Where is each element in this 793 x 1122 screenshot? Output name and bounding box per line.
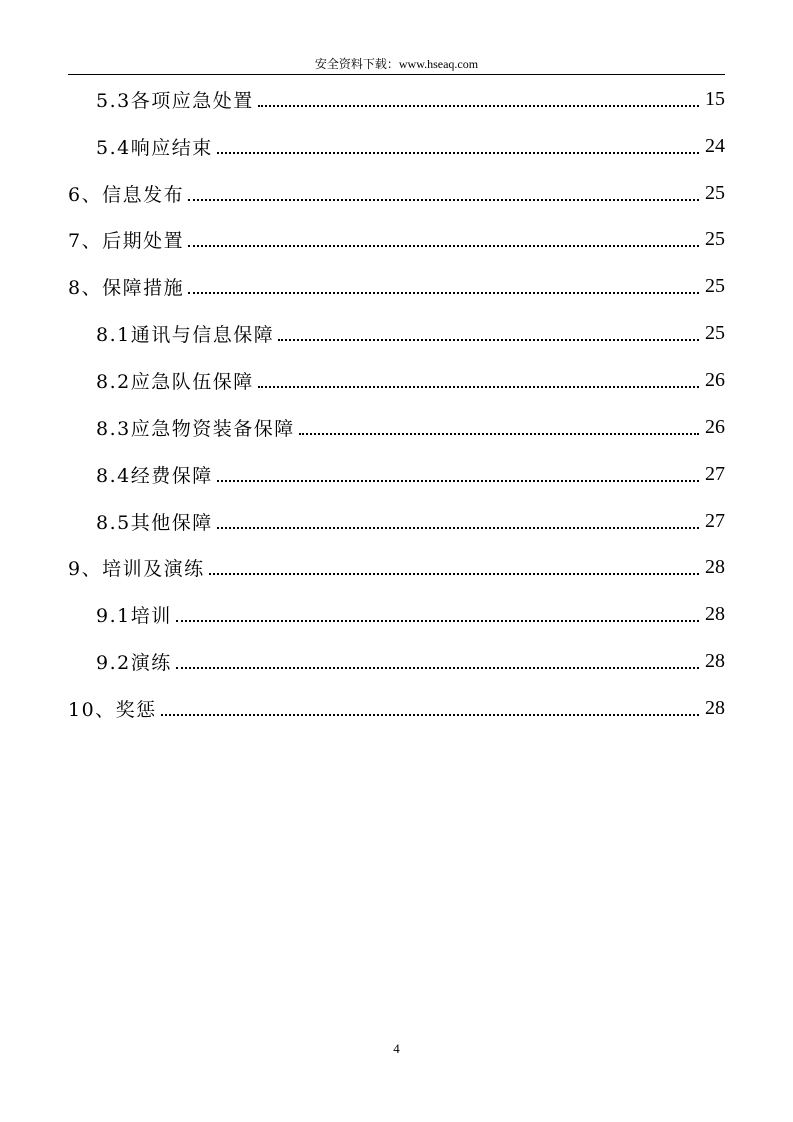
toc-entry-page: 27 [705,462,725,485]
toc-entry-title: 9、培训及演练 [68,558,205,581]
toc-entry-page: 25 [705,322,725,345]
toc-dot-leader [217,133,699,154]
toc-entry-title: 8.5其他保障 [96,511,213,534]
toc-dot-leader [188,226,699,247]
toc-entry-title: 7、后期处置 [68,230,185,253]
toc-entry-page: 25 [705,181,725,204]
toc-dot-leader [299,414,699,435]
toc-dot-leader [258,86,699,107]
toc-dot-leader [209,554,699,575]
toc-entry[interactable] [68,685,725,732]
toc-entry[interactable] [68,357,725,404]
toc-entry-title: 9.1培训 [96,605,172,628]
toc-entry-page: 28 [705,603,725,626]
toc-entry-title: 6、信息发布 [68,183,185,206]
toc-entry[interactable] [68,310,725,357]
page-header [68,56,725,75]
toc-entry[interactable] [68,451,725,498]
toc-entry-page: 28 [705,650,725,673]
toc-dot-leader [217,508,699,529]
page-number [0,1041,793,1057]
toc-entry-page: 27 [705,509,725,532]
toc-entry[interactable] [68,544,725,591]
toc-dot-leader [161,695,699,716]
toc-entry-title: 5.3各项应急处置 [96,89,254,112]
toc-entry[interactable] [68,123,725,170]
header-text: 安全资料下载：www.hseaq.com [314,57,479,71]
table-of-contents [68,76,725,732]
toc-entry-page: 26 [705,415,725,438]
toc-dot-leader [217,461,699,482]
toc-entry-title: 8、保障措施 [68,277,185,300]
toc-entry-page: 15 [705,87,725,110]
toc-entry-page: 25 [705,275,725,298]
toc-dot-leader [188,273,699,294]
toc-entry-title: 9.2演练 [96,652,172,675]
toc-entry-page: 25 [705,228,725,251]
toc-dot-leader [278,320,699,341]
toc-entry-title: 8.1通讯与信息保障 [96,324,275,347]
toc-dot-leader [176,601,699,622]
toc-entry-page: 28 [705,556,725,579]
toc-entry[interactable] [68,404,725,451]
toc-entry-title: 8.2应急队伍保障 [96,370,254,393]
toc-entry-page: 24 [705,134,725,157]
toc-dot-leader [176,648,699,669]
toc-entry-page: 28 [705,696,725,719]
toc-entry[interactable] [68,76,725,123]
toc-entry[interactable] [68,170,725,217]
toc-entry[interactable] [68,217,725,264]
toc-entry-title: 10、奖惩 [68,698,157,721]
toc-entry[interactable] [68,591,725,638]
toc-entry-page: 26 [705,368,725,391]
page-number-text: 4 [393,1041,400,1056]
toc-dot-leader [188,180,699,201]
toc-entry-title: 5.4响应结束 [96,136,213,159]
toc-entry[interactable] [68,263,725,310]
toc-entry-title: 8.3应急物资装备保障 [96,417,295,440]
toc-entry[interactable] [68,498,725,545]
toc-entry[interactable] [68,638,725,685]
toc-dot-leader [258,367,699,388]
toc-entry-title: 8.4经费保障 [96,464,213,487]
